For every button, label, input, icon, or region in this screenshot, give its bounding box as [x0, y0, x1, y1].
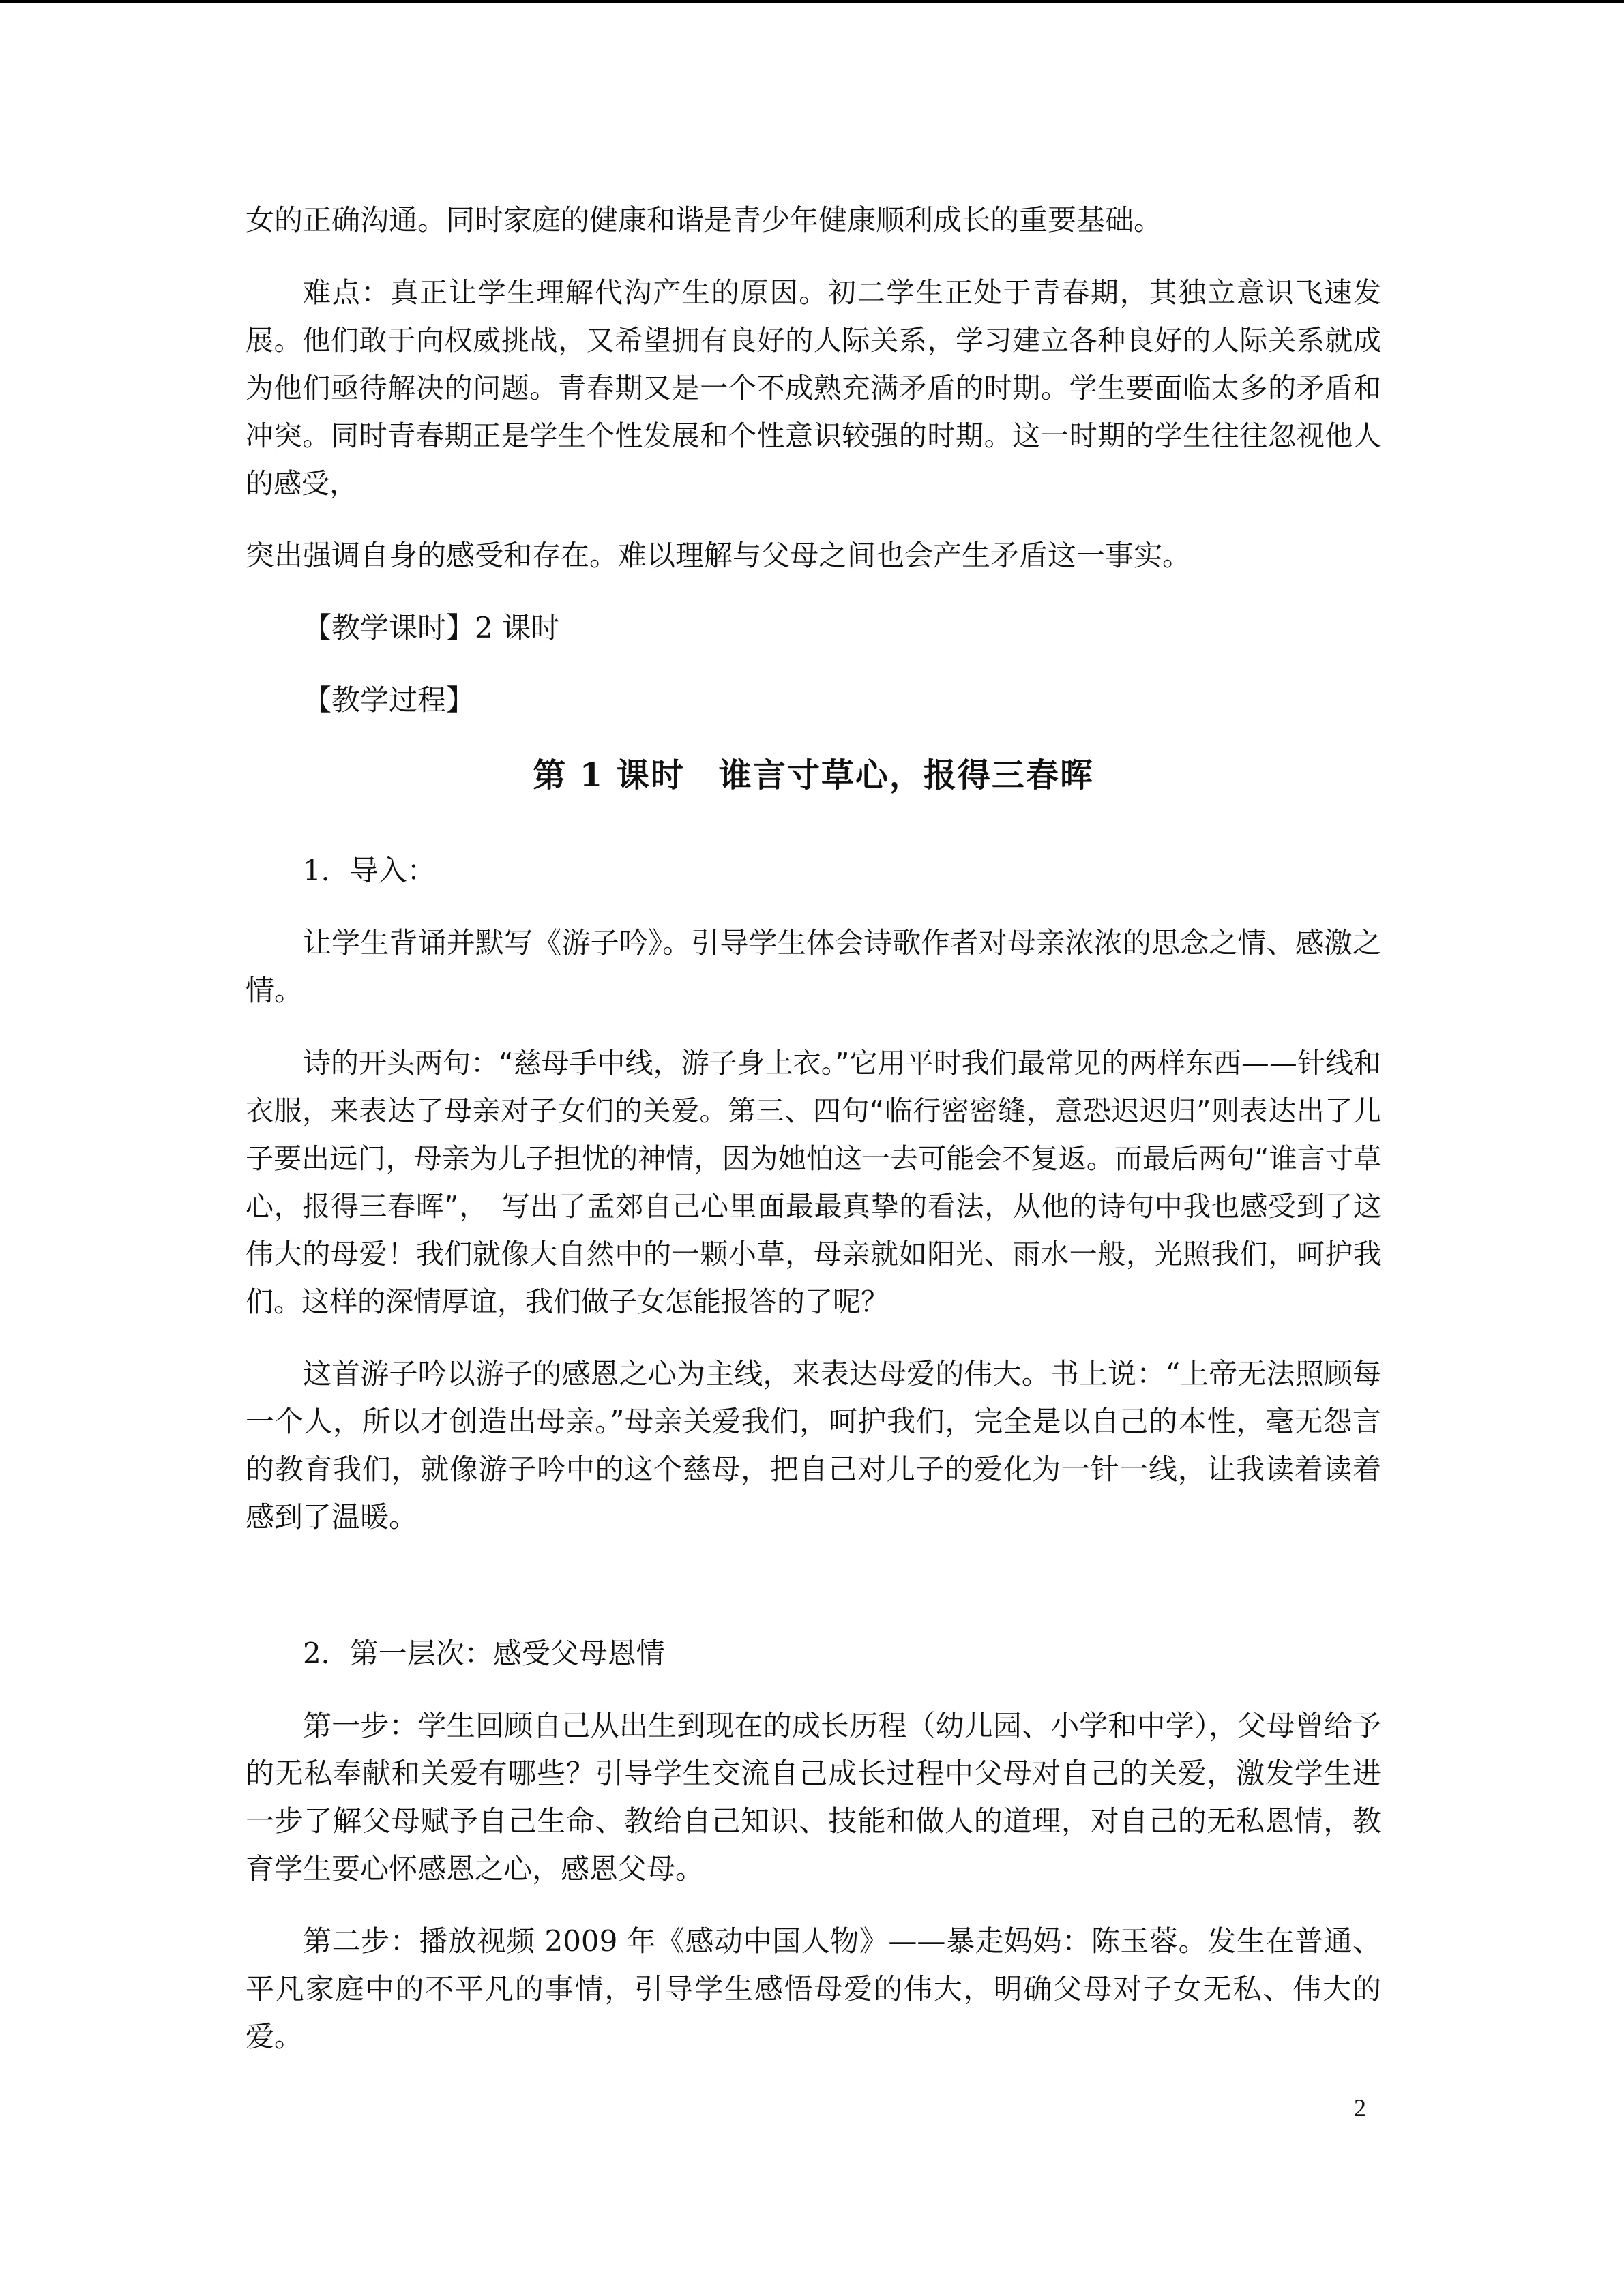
section-heading: 第 1 课时 谁言寸草心，报得三春晖: [533, 756, 1094, 794]
paragraph-poem-analysis: 诗的开头两句：“慈母手中线，游子身上衣。”它用平时我们最常见的两样东西——针线和衣服，来表达了母亲对子女们的关爱。第三、四句“临行密密缝，意恐迟迟归”则表达出了儿子要出远门，母亲为儿子担忧的神情，因为她怕这一去可能会不复返。而最后两句“谁言寸草心，报得三春晖”， 写出了孟郊自己心里面最最真挚的看法，从他的诗句中我也感受到了这伟大的母爱！我们就像大自然中的一颗小草，母亲就如阳光、雨水一般，光照我们，呵护我们。这样的深情厚谊，我们做子女怎能报答的了呢？: [246, 1047, 1381, 1318]
paragraph-poem-theme: 这首游子吟以游子的感恩之心为主线，来表达母爱的伟大。书上说：“上帝无法照顾每一个人，所以才创造出母亲。”母亲关爱我们，呵护我们，完全是以自己的本性，毫无怨言的教育我们，就像游子吟中的这个慈母，把自己对儿子的爱化为一针一线，让我读着读着感到了温暖。: [246, 1357, 1381, 1534]
teaching-hours-label: 【教学课时】2 课时: [303, 611, 560, 644]
paragraph-step-one: 第一步：学生回顾自己从出生到现在的成长历程（幼儿园、小学和中学），父母曾给予的无私奉献和关爱有哪些？引导学生交流自己成长过程中父母对自己的关爱，激发学生进一步了解父母赋予自己生命、教给自己知识、技能和做人的道理，对自己的无私恩情，教育学生要心怀感恩之心，感恩父母。: [246, 1709, 1381, 1885]
paragraph-difficulty-continued: 突出强调自身的感受和存在。难以理解与父母之间也会产生矛盾这一事实。: [246, 539, 1192, 572]
paragraph-continuation: 女的正确沟通。同时家庭的健康和谐是青少年健康顺利成长的重要基础。: [246, 203, 1163, 237]
page-number: 2: [1354, 2094, 1366, 2121]
page-content: [246, 196, 1381, 2085]
top-border-line: [0, 0, 1624, 3]
subsection-first-level-label: 2．第一层次：感受父母恩情: [303, 1637, 665, 1670]
teaching-process-label: 【教学过程】: [303, 683, 475, 717]
paragraph-step-two: 第二步：播放视频 2009 年《感动中国人物》——暴走妈妈：陈玉蓉。发生在普通、平凡家庭中的不平凡的事情，引导学生感悟母爱的伟大，明确父母对子女无私、伟大的爱。: [246, 1924, 1381, 2053]
subsection-intro-label: 1．导入：: [303, 854, 436, 887]
paragraph-recitation: 让学生背诵并默写《游子吟》。引导学生体会诗歌作者对母亲浓浓的思念之情、感激之情。: [246, 926, 1381, 1007]
paragraph-difficulty: 难点：真正让学生理解代沟产生的原因。初二学生正处于青春期，其独立意识飞速发展。他们敢于向权威挑战，又希望拥有良好的人际关系，学习建立各种良好的人际关系就成为他们亟待解决的问题。青春期又是一个不成熟充满矛盾的时期。学生要面临太多的矛盾和冲突。同时青春期正是学生个性发展和个性意识较强的时期。这一时期的学生往往忽视他人的感受，: [246, 276, 1381, 500]
